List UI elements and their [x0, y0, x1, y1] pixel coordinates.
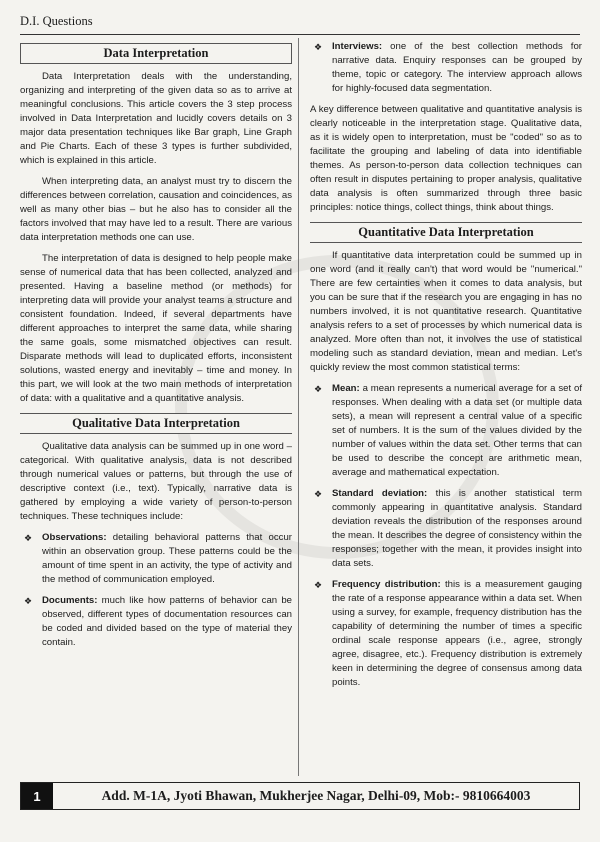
- definition: this is another statistical term commonly appearing in quantitative analysis. Standard deviation reveals the distribution of the responses around the mean. It describes the degree of consistency within the responses; together with the mean, it provides insight into data sets.: [332, 488, 582, 569]
- term: Frequency distribution:: [332, 579, 441, 590]
- list-item: [20, 531, 292, 587]
- column-divider: [298, 38, 299, 776]
- footer-address: Add. M-1A, Jyoti Bhawan, Mukherjee Nagar, Delhi-09, Mob:- 9810664003: [101, 788, 531, 803]
- technique-list-continued: [310, 40, 582, 96]
- term: Standard deviation:: [332, 488, 428, 499]
- technique-list: [20, 531, 292, 650]
- bullet-icon: ❖: [314, 489, 323, 499]
- definition: detailing behavioral patterns that occur within an observation group. These patterns could be the amount of time spent in an activity, the type of activity and the method of communication employed.: [42, 532, 292, 585]
- section-title-qualitative: Qualitative Data Interpretation: [20, 413, 292, 434]
- paragraph: A key difference between qualitative and quantitative analysis is clearly noticeable in the interpretation stage. Qualitative data, as it is widely open to interpretation, must be "coded" so as to facilitate the grouping and labeling of data into identifiable themes. As person-to-person data collection techniques can often result in disputes pertaining to proper analysis, qualitative data analysis is often summarized through three basic principles: notice things, collect things, think about things.: [310, 104, 582, 213]
- bullet-icon: ❖: [314, 42, 323, 52]
- term: Observations:: [42, 532, 107, 543]
- running-title: D.I. Questions: [20, 14, 93, 28]
- bullet-icon: ❖: [314, 384, 323, 394]
- term: Mean:: [332, 383, 360, 394]
- paragraph: Qualitative data analysis can be summed up in one word – categorical. With qualitative analysis, data is not described through numerical values or patterns, but through the use of descriptive context (i.e., text). Typically, narrative data is gathered by employing a wide variety of person-to-person techniques. These techniques include:: [20, 441, 292, 522]
- paragraph: When interpreting data, an analyst must try to discern the differences between correlation, causation and coincidences, as well as many other bias – but he also has to consider all the factors involved that may have led to a result. There are various data interpretation methods one can use.: [20, 176, 292, 243]
- term: Documents:: [42, 595, 98, 606]
- definition: a mean represents a numerical average for a set of responses. When dealing with a data set (or multiple data sets), a mean will represent a central value of a specific set of numbers. It is the sum of the values divided by the number of values within the data set. Other terms that can be used to describe the concept are arithmetic mean, average and mathematical expectation.: [332, 383, 582, 478]
- paragraph: Data Interpretation deals with the understanding, organizing and interpreting of the given data so as to arrive at meaningful conclusions. This article covers the 3 step process involved in Data Interpretation and lucidly covers details on 3 major data presentation techniques like Bar graph, Line Graph and Pie Charts. Each of these 3 types is further subdivided, which is explained in this article.: [20, 71, 292, 166]
- statistical-terms-list: [310, 382, 582, 690]
- term: Interviews:: [332, 41, 383, 52]
- definition: this is a measurement gauging the rate of a response appearance within a data set. When using a survey, for example, frequency distribution has the capability of determining the number of times a specific ordinal scale response appears (i.e., agree, strongly agree, disagree, etc.). Frequency distribution is extremely keen in determining the degree of consensus among data points.: [332, 579, 582, 688]
- section-title-quantitative: Quantitative Data Interpretation: [310, 222, 582, 243]
- footer-bar: [20, 782, 580, 810]
- bullet-icon: ❖: [24, 533, 33, 543]
- running-header: [20, 14, 580, 35]
- list-item: [310, 40, 582, 96]
- list-item: [310, 382, 582, 480]
- page-number: 1: [21, 783, 53, 809]
- paragraph: The interpretation of data is designed to help people make sense of numerical data that has been collected, analyzed and presented. Having a baseline method (or methods) for interpreting data will provide your analyst teams a structure and consistent foundation. Indeed, if several departments have different approaches to interpret the same data, while sharing the same goals, some mismatched objectives can result. Disparate methods will lead to duplicated efforts, inconsistent solutions, wasted energy and inevitably – time and money. In this part, we will look at the two main methods of interpretation of data: with a qualitative and a quantitative analysis.: [20, 253, 292, 404]
- definition: much like how patterns of behavior can be observed, different types of documentation resources can be coded and divided based on the type of material they contain.: [42, 595, 292, 648]
- paragraph: If quantitative data interpretation could be summed up in one word (and it really can't) that word would be "numerical." There are few certainties when it comes to data analysis, but you can be sure that if the research you are engaging in has no numbers involved, it is not quantitative research. Quantitative analysis refers to a set of processes by which numerical data is analyzed. More often than not, it involves the use of statistical modeling such as standard deviation, mean and median. Let's quickly review the most common statistical terms:: [310, 250, 582, 373]
- left-column: [20, 40, 292, 657]
- list-item: [310, 487, 582, 571]
- right-column: [310, 40, 582, 697]
- list-item: [20, 594, 292, 650]
- bullet-icon: ❖: [314, 580, 323, 590]
- definition: one of the best collection methods for narrative data. Enquiry responses can be grouped by theme, topic or category. The interview approach allows for highly-focused data segmentation.: [332, 41, 582, 94]
- list-item: [310, 578, 582, 690]
- bullet-icon: ❖: [24, 596, 33, 606]
- section-title-data-interpretation: Data Interpretation: [20, 43, 292, 64]
